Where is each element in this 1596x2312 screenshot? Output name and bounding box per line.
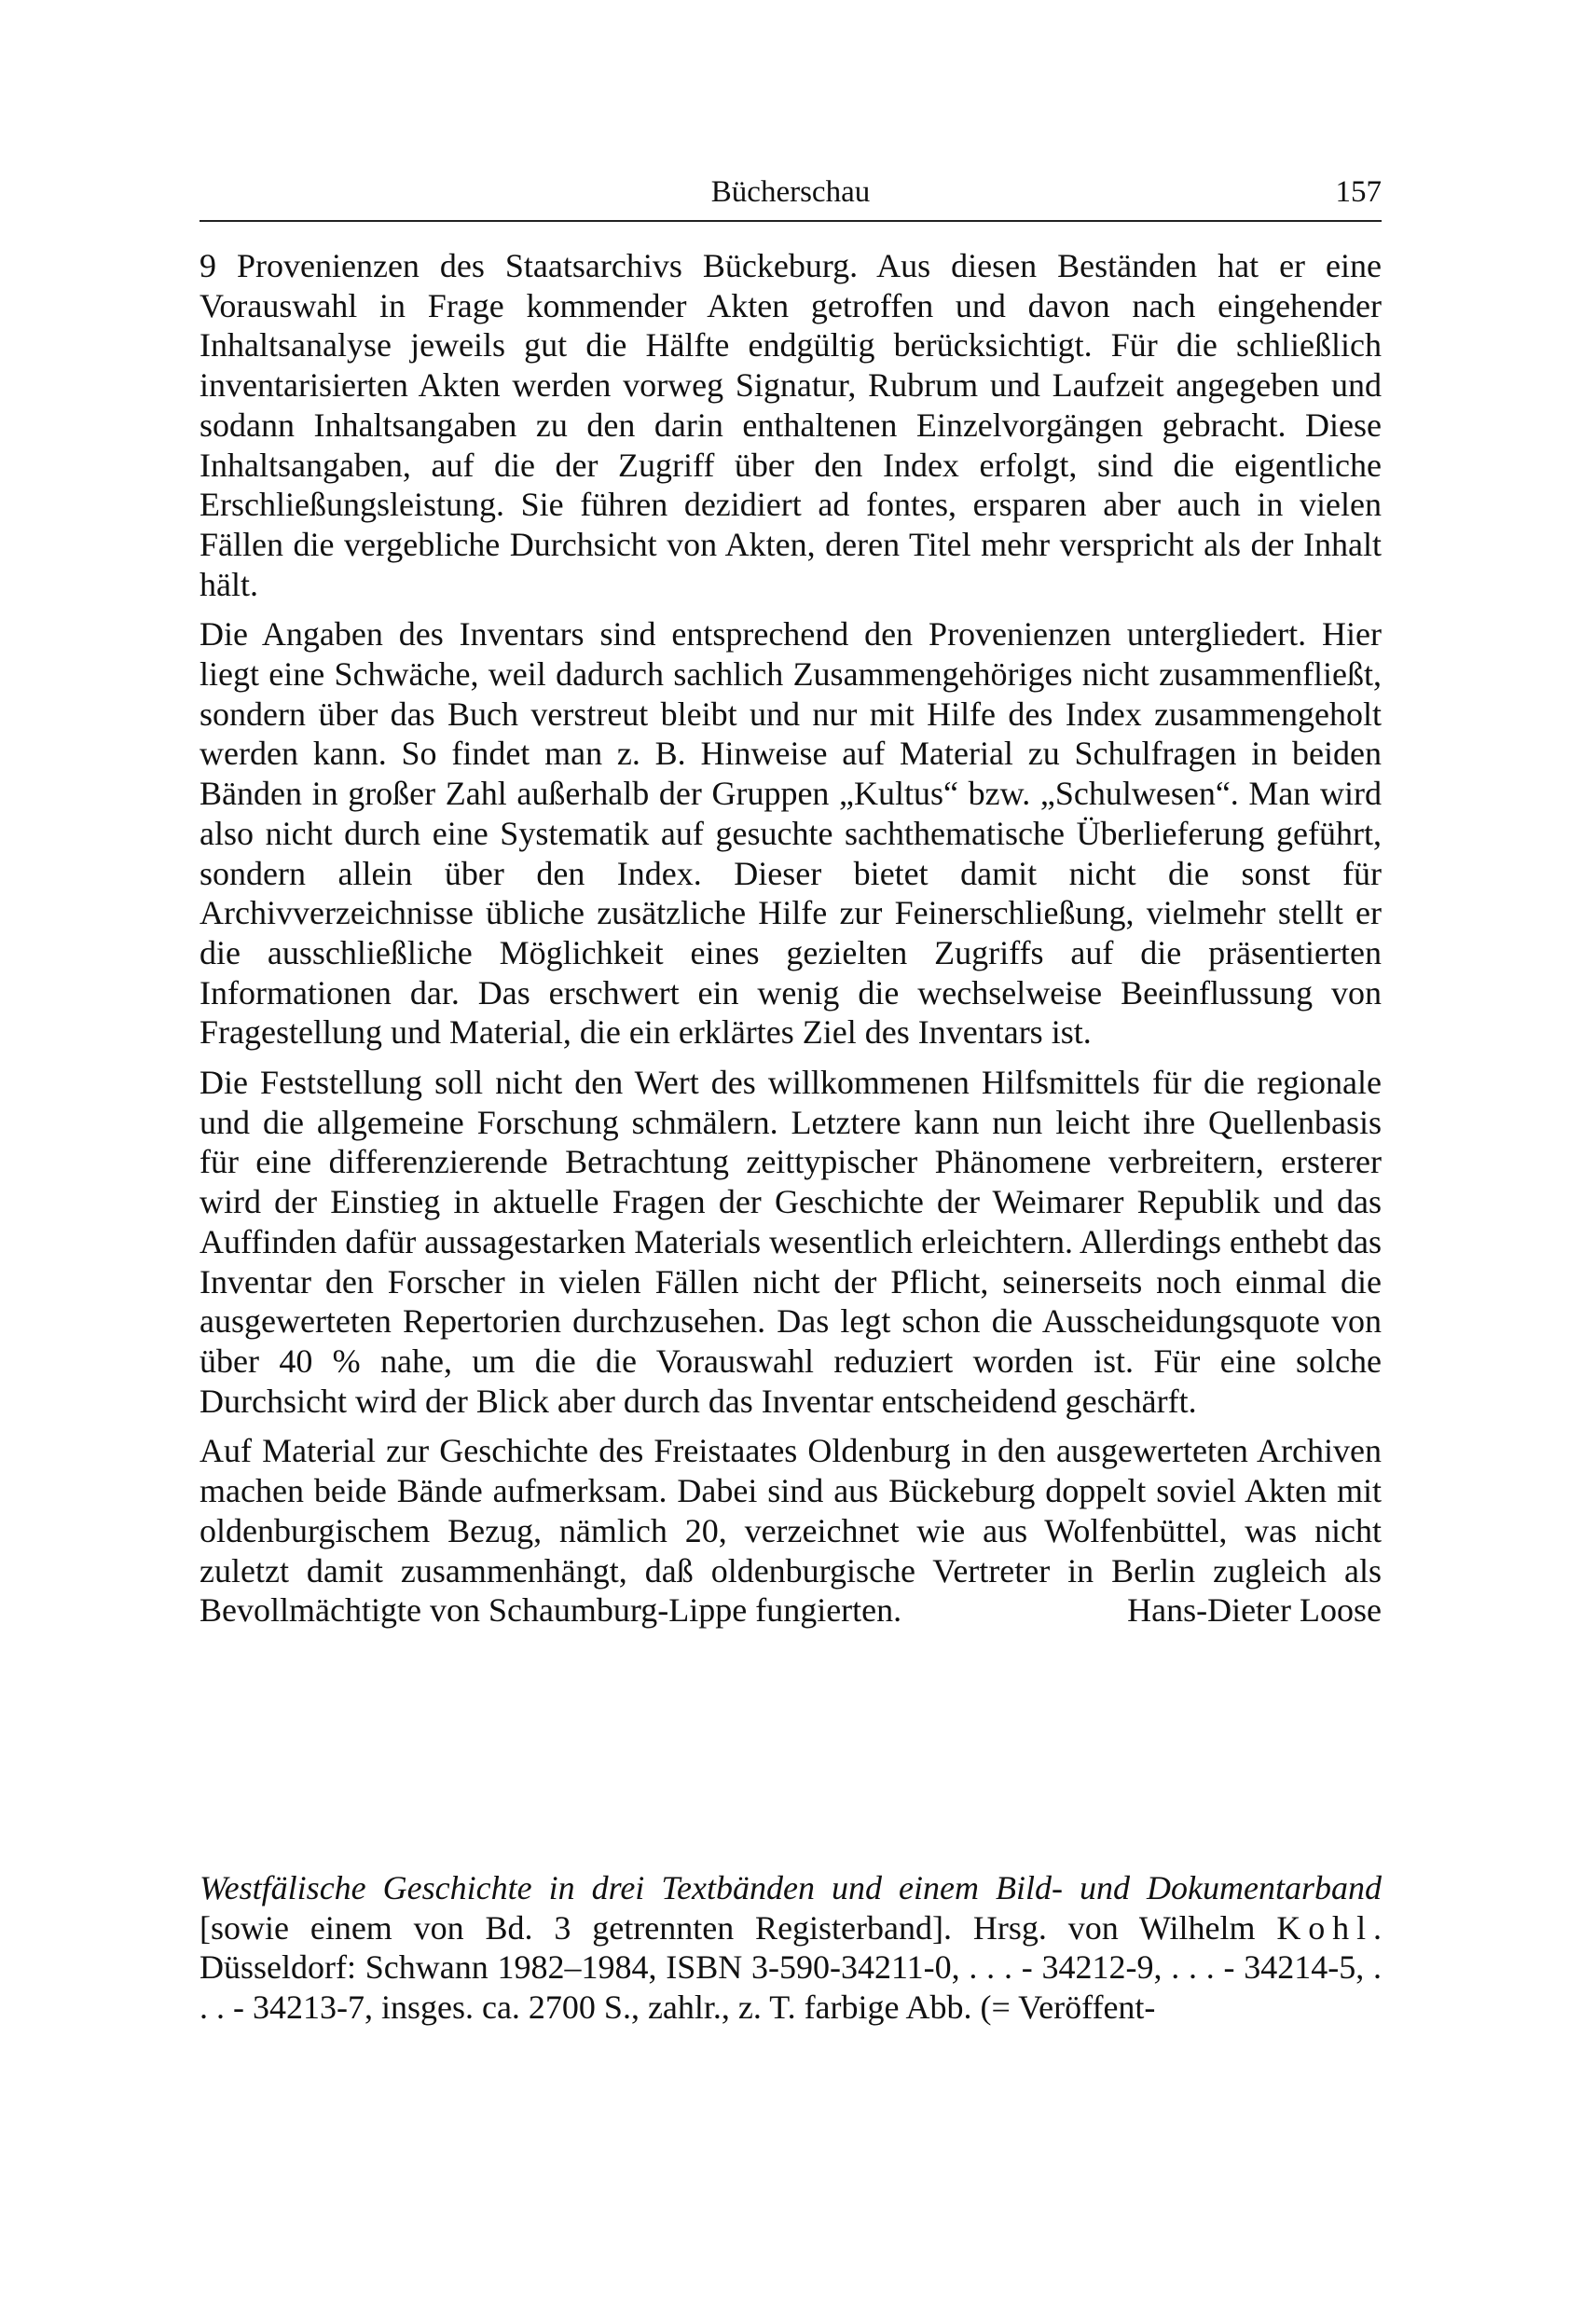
book-details-part-2: . Düsseldorf: Schwann 1982–1984, ISBN 3-590-34211-0, . . . - 34212-9, . . . - 34214-5, . . . - 34213-7, insges. ca. 2700 S., zahlr., z. T. farbige Abb. (= Veröffent- xyxy=(200,1908,1382,2027)
review-paragraph-4 xyxy=(200,1431,1382,1631)
review-body xyxy=(200,246,1382,1641)
book-details-part-1: [sowie einem von Bd. 3 getrennten Registerband]. Hrsg. von Wilhelm xyxy=(200,1908,1277,1947)
running-head xyxy=(200,170,1382,214)
review-paragraph-3: Die Feststellung soll nicht den Wert des willkommenen Hilfsmittels für die regionale und die allgemeine Forschung schmälern. Letztere kann nun leicht ihre Quellenbasis für eine differenzierende Betrachtung zeittypischer Phänomene verbreitern, ersterer wird der Einstieg in aktuelle Fragen der Geschichte der Weimarer Republik und das Auffinden dafür aussagestarken Materials wesentlich erleichtern. Allerdings enthebt das Inventar den Forscher in vielen Fällen nicht der Pflicht, seinerseits noch einmal die ausgewerteten Repertorien durchzusehen. Das legt schon die Ausscheidungsquote von über 40 % nahe, um die die Vorauswahl reduziert worden ist. Für eine solche Durchsicht wird der Blick aber durch das Inventar entscheidend geschärft. xyxy=(200,1064,1382,1420)
page-number: 157 xyxy=(1335,175,1382,209)
next-review-heading xyxy=(200,1868,1382,2028)
review-paragraph-2: Die Angaben des Inventars sind entsprechend den Provenienzen untergliedert. Hier liegt eine Schwäche, weil dadurch sachlich Zusammengehöriges nicht zusammenfließt, sondern über das Buch verstreut bleibt und nur mit Hilfe des Index zusammengeholt werden kann. So findet man z. B. Hinweise auf Material zu Schulfragen in beiden Bänden in großer Zahl außerhalb der Gruppen „Kultus“ bzw. „Schulwesen“. Man wird also nicht durch eine Systematik auf gesuchte sachthematische Überlieferung geführt, sondern allein über den Index. Dieser bietet damit nicht die sonst für Archivverzeichnisse übliche zusätzliche Hilfe zur Feinerschließung, vielmehr stellt er die ausschließliche Möglichkeit eines gezielten Zugriffs auf die präsentierten Informationen dar. Das erschwert ein wenig die wechselweise Beeinflussung von Fragestellung und Material, die ein erklärtes Ziel des Inventars ist. xyxy=(200,615,1382,1052)
header-rule xyxy=(200,220,1382,222)
book-title: Westfälische Geschichte in drei Textbänden und einem Bild- und Dokumentarband xyxy=(200,1869,1382,1906)
review-paragraph-1: 9 Provenienzen des Staatsarchivs Bückeburg. Aus diesen Beständen hat er eine Vorauswahl in Frage kommender Akten getroffen und davon nach eingehender Inhaltsanalyse jeweils gut die Hälfte endgültig berücksichtigt. Für die schließlich inventarisierten Akten werden vorweg Signatur, Rubrum und Laufzeit angegeben und sodann Inhaltsangaben zu den darin enthaltenen Einzelvorgängen gebracht. Diese Inhaltsangaben, auf die der Zugriff über den Index erfolgt, sind die eigentliche Erschließungsleistung. Sie führen dezidiert ad fontes, ersparen aber auch in vielen Fällen die vergebliche Durchsicht von Akten, deren Titel mehr verspricht als der Inhalt hält. xyxy=(200,247,1382,603)
review-paragraph-4-text: Auf Material zur Geschichte des Freistaates Oldenburg in den ausgewerteten Archiven machen beide Bände aufmerksam. Dabei sind aus Bückeburg doppelt soviel Akten mit oldenburgischem Bezug, nämlich 20, verzeichnet wie aus Wolfenbüttel, was nicht zuletzt damit zusammenhängt, daß oldenburgische Vertreter in Berlin zugleich als Bevollmächtigte von Schaumburg-Lippe fungierten. xyxy=(200,1432,1382,1630)
book-page xyxy=(200,0,1382,2312)
editor-surname: Kohl xyxy=(1276,1908,1373,1947)
reviewer-signature: Hans-Dieter Loose xyxy=(1127,1591,1382,1630)
running-head-title: Bücherschau xyxy=(710,175,871,209)
